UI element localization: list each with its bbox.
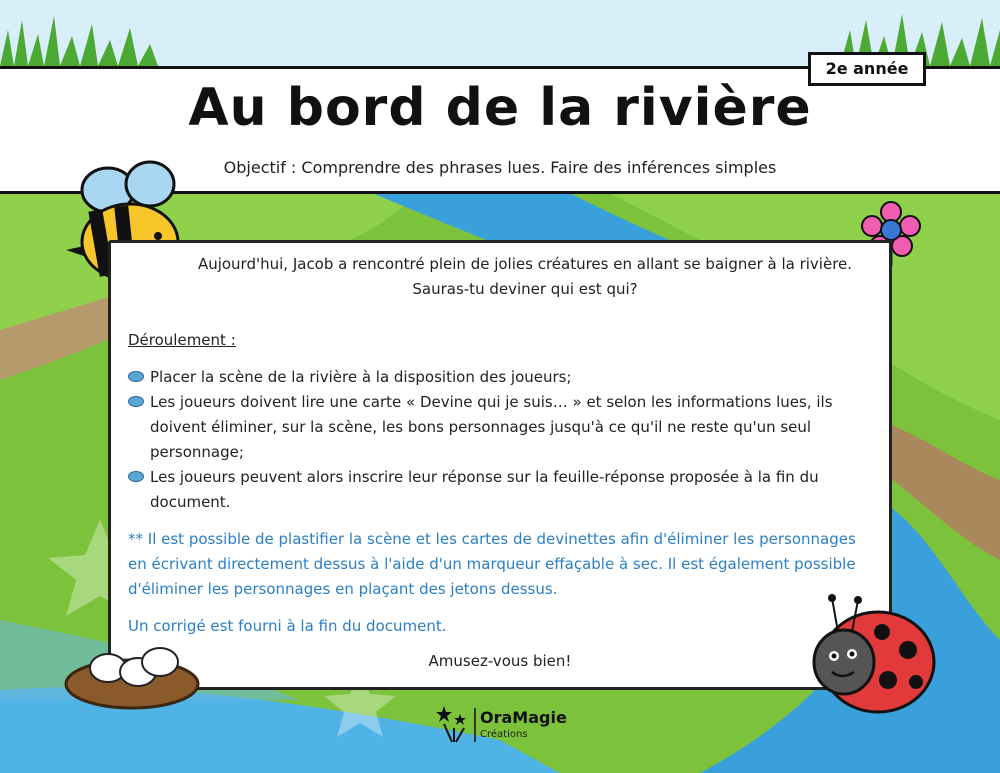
plastify-note: ** Il est possible de plastifier la scène et les cartes de devinettes afin d'éliminer les personnages en écrivant directement dessus à l'aide d'un marqueur effaçable à sec. Il est également possible d'éliminer les personnages en plaçant des jetons dessus. bbox=[128, 530, 856, 598]
page-title: Au bord de la rivière bbox=[188, 78, 812, 138]
intro-text: Aujourd'hui, Jacob a rencontré plein de jolies créatures en allant se baigner à la rivière. Sauras-tu deviner qui est qui? bbox=[197, 255, 853, 298]
logo-name: OraMagie bbox=[480, 708, 567, 727]
nest-illustration bbox=[62, 638, 202, 712]
grade-badge: 2e année bbox=[808, 52, 926, 86]
closing-text: Amusez-vous bien! bbox=[428, 652, 572, 670]
leaf-bullet-icon bbox=[128, 471, 144, 482]
list-item: Les joueurs doivent lire une carte « Devine qui je suis… » et selon les informations lues, ils doivent éliminer, sur la scène, les bons personnages jusqu'à ce qu'il ne reste qu'un seul personnage; bbox=[128, 390, 868, 465]
leaf-bullet-icon bbox=[128, 396, 144, 407]
objective-text: Objectif : Comprendre des phrases lues. Faire des inférences simples bbox=[223, 158, 777, 177]
list-item: Placer la scène de la rivière à la disposition des joueurs; bbox=[128, 365, 868, 390]
answer-key-note: Un corrigé est fourni à la fin du document. bbox=[128, 617, 447, 635]
steps-heading: Déroulement : bbox=[128, 331, 236, 349]
oramagie-logo bbox=[434, 702, 574, 746]
leaf-bullet-icon bbox=[128, 371, 144, 382]
ladybug-illustration bbox=[808, 592, 938, 718]
sparkle-logo-icon bbox=[434, 704, 470, 744]
logo-subtitle: Créations bbox=[480, 729, 528, 740]
list-item: Les joueurs peuvent alors inscrire leur réponse sur la feuille-réponse proposée à la fin du document. bbox=[128, 465, 868, 515]
logo-separator bbox=[474, 708, 476, 742]
